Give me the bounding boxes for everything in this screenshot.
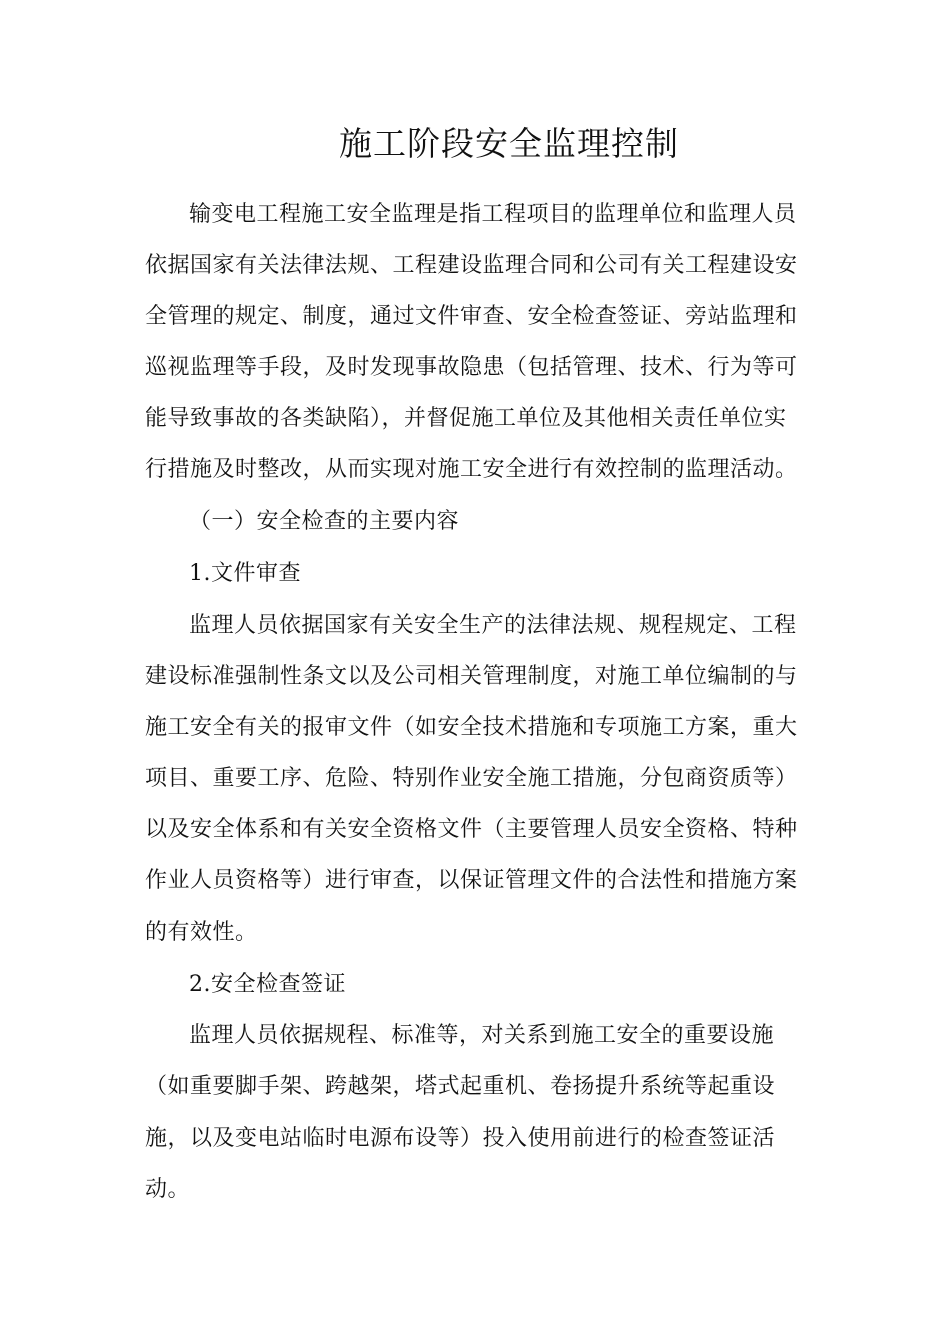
paragraph-line: 监理人员依据规程、标准等，对关系到施工安全的重要设施 [189, 1023, 775, 1048]
paragraph-line: 能导致事故的各类缺陷），并督促施工单位及其他相关责任单位实 [145, 406, 787, 431]
subsection-heading: 1.文件审查 [189, 561, 301, 586]
paragraph-line: 建设标准强制性条文以及公司相关管理制度，对施工单位编制的与 [145, 664, 798, 689]
paragraph-line: （如重要脚手架、跨越架，塔式起重机、卷扬提升系统等起重设 [145, 1074, 776, 1099]
document-title: 施工阶段安全监理控制 [339, 124, 679, 163]
paragraph-line: 以及安全体系和有关安全资格文件（主要管理人员安全资格、特种 [145, 817, 798, 842]
paragraph-line: 巡视监理等手段，及时发现事故隐患（包括管理、技术、行为等可 [145, 355, 798, 380]
subsection-heading: 2.安全检查签证 [189, 972, 346, 997]
paragraph-line: 作业人员资格等）进行审查，以保证管理文件的合法性和措施方案 [145, 868, 798, 893]
paragraph-line: 监理人员依据国家有关安全生产的法律法规、规程规定、工程 [189, 613, 797, 638]
paragraph-line: 施，以及变电站临时电源布设等）投入使用前进行的检查签证活 [145, 1126, 776, 1151]
paragraph-line: 施工安全有关的报审文件（如安全技术措施和专项施工方案，重大 [145, 715, 798, 740]
paragraph-line: 输变电工程施工安全监理是指工程项目的监理单位和监理人员 [189, 202, 797, 227]
paragraph-line: 全管理的规定、制度，通过文件审查、安全检查签证、旁站监理和 [145, 304, 798, 329]
paragraph-line: 依据国家有关法律法规、工程建设监理合同和公司有关工程建设安 [145, 253, 798, 278]
paragraph-line: 项目、重要工序、危险、特别作业安全施工措施，分包商资质等） [145, 766, 798, 791]
paragraph-line: 动。 [145, 1177, 191, 1202]
paragraph-line: 的有效性。 [145, 920, 258, 945]
paragraph-line: 行措施及时整改，从而实现对施工安全进行有效控制的监理活动。 [145, 457, 798, 482]
section-heading: （一）安全检查的主要内容 [189, 509, 460, 534]
